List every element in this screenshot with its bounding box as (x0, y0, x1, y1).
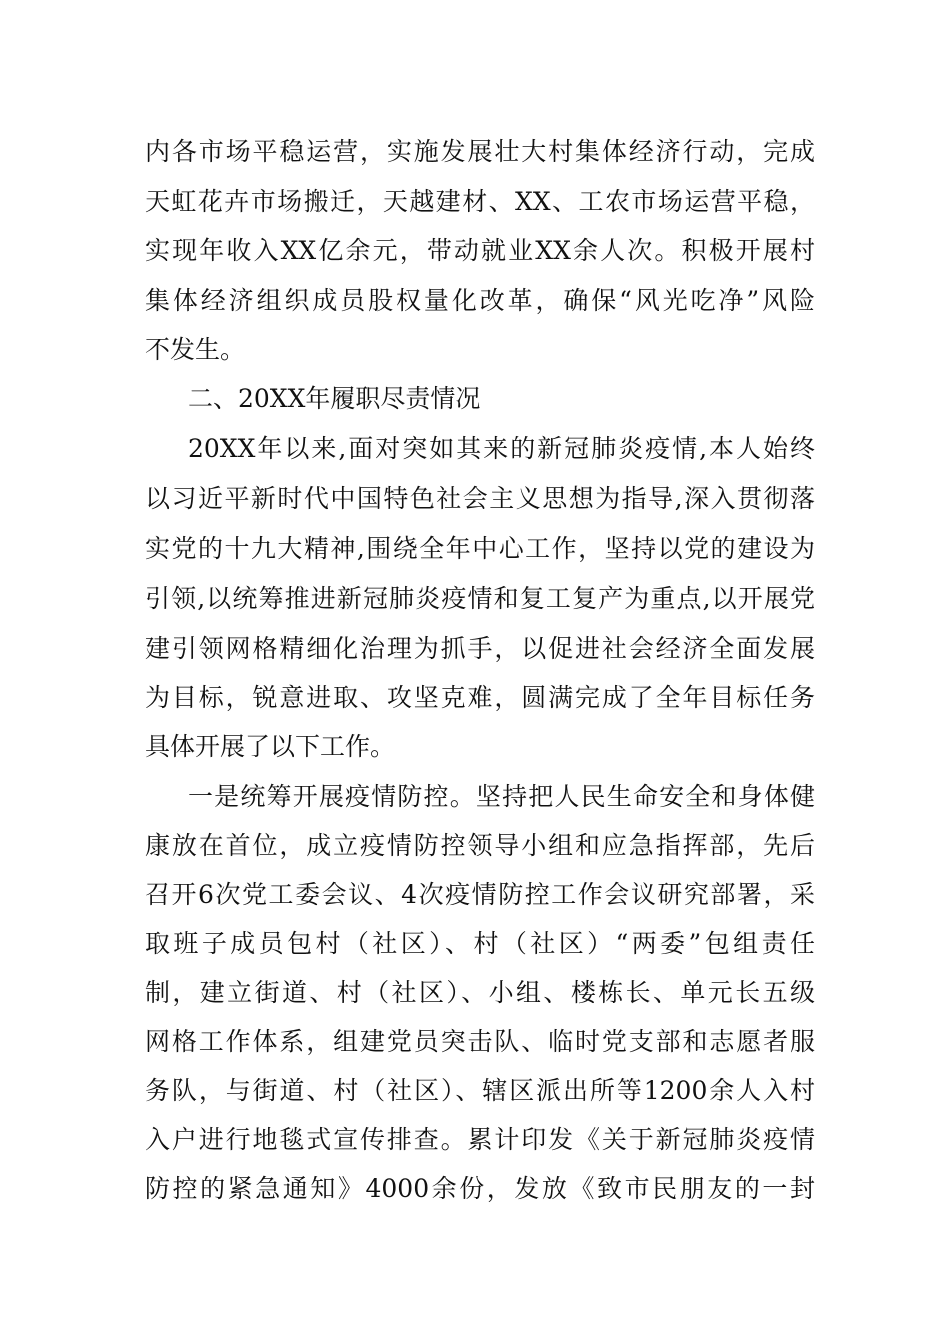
text-line: 务队，与街道、村（社区）、辖区派出所等1200余人入村 (145, 1076, 815, 1105)
text-line: 不发生。 (145, 335, 246, 364)
text-line: 一是统筹开展疫情防控。坚持把人民生命安全和身体健 (188, 782, 815, 811)
text-line: 入户进行地毯式宣传排查。累计印发《关于新冠肺炎疫情 (145, 1125, 815, 1154)
text-line: 实现年收入XX亿余元，带动就业XX余人次。积极开展村 (145, 236, 815, 265)
text-line: 内各市场平稳运营，实施发展壮大村集体经济行动，完成 (145, 137, 815, 166)
text-line: 网格工作体系，组建党员突击队、临时党支部和志愿者服 (145, 1027, 815, 1056)
text-line: 具体开展了以下工作。 (145, 732, 396, 761)
text-line: 天虹花卉市场搬迁，天越建材、XX、工农市场运营平稳， (145, 187, 815, 216)
text-line: 取班子成员包村（社区）、村（社区）“两委”包组责任 (145, 929, 815, 958)
text-line: 康放在首位，成立疫情防控领导小组和应急指挥部，先后 (145, 831, 815, 860)
text-line: 为目标，锐意进取、攻坚克难，圆满完成了全年目标任务 (145, 683, 815, 712)
text-line: 制，建立街道、村（社区）、小组、楼栋长、单元长五级 (145, 978, 815, 1007)
text-line: 20XX年以来,面对突如其来的新冠肺炎疫情,本人始终 (188, 434, 815, 463)
text-line: 以习近平新时代中国特色社会主义思想为指导,深入贯彻落 (145, 484, 815, 513)
text-line: 引领,以统筹推进新冠肺炎疫情和复工复产为重点,以开展党 (145, 584, 815, 613)
text-line: 防控的紧急通知》4000余份，发放《致市民朋友的一封 (145, 1174, 815, 1203)
text-line: 实党的十九大精神,围绕全年中心工作，坚持以党的建设为 (145, 534, 815, 563)
text-line: 集体经济组织成员股权量化改革，确保“风光吃净”风险 (145, 286, 815, 315)
section-heading: 二、20XX年履职尽责情况 (188, 384, 481, 413)
text-line: 召开6次党工委会议、4次疫情防控工作会议研究部署，采 (145, 880, 815, 909)
text-line: 建引领网格精细化治理为抓手，以促进社会经济全面发展 (145, 634, 815, 663)
